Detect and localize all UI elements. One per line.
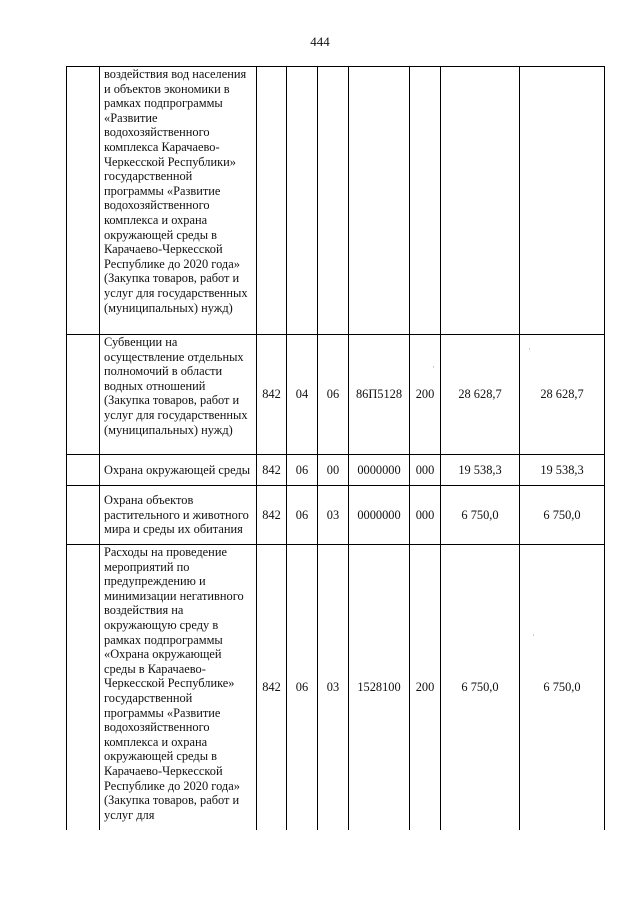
ministry-cell: 842 bbox=[257, 335, 287, 455]
table-row bbox=[67, 67, 605, 335]
subsection-cell: 00 bbox=[318, 455, 349, 486]
amount-1-cell: 6 750,0 bbox=[441, 486, 520, 545]
section-cell: 06 bbox=[287, 545, 318, 830]
expense-type-cell: 000 bbox=[410, 486, 441, 545]
ministry-cell: 842 bbox=[257, 455, 287, 486]
amount-1-cell: 19 538,3 bbox=[441, 455, 520, 486]
target-article-cell bbox=[349, 67, 410, 335]
subsection-cell: 06 bbox=[318, 335, 349, 455]
row-name-cell: воздействия вод населения и объектов экономики в рамках подпрограммы «Развитие водохозяйственного комплекса Карачаево-Черкесской Республики» государственной программы «Развитие водохозяйственного комплекса и охрана окружающей среды в Карачаево-Черкесской Республике до 2020 года» (Закупка товаров, работ и услуг для государственных (муниципальных) нужд) bbox=[100, 67, 257, 335]
ministry-cell: 842 bbox=[257, 486, 287, 545]
amount-1-cell: 28 628,7 bbox=[441, 335, 520, 455]
amount-2-cell: 28 628,7 bbox=[520, 335, 605, 455]
section-cell: 06 bbox=[287, 455, 318, 486]
amount-2-cell: 6 750,0 bbox=[520, 486, 605, 545]
table-row bbox=[67, 486, 605, 545]
ministry-cell: 842 bbox=[257, 545, 287, 830]
subsection-cell: 03 bbox=[318, 486, 349, 545]
target-article-cell: 1528100 bbox=[349, 545, 410, 830]
table-row bbox=[67, 455, 605, 486]
left-margin-cell bbox=[67, 486, 100, 545]
target-article-cell: 86П5128 bbox=[349, 335, 410, 455]
row-name-cell: Охрана объектов растительного и животного мира и среды их обитания bbox=[100, 486, 257, 545]
target-article-cell: 0000000 bbox=[349, 486, 410, 545]
left-margin-cell bbox=[67, 335, 100, 455]
subsection-cell bbox=[318, 67, 349, 335]
ministry-cell bbox=[257, 67, 287, 335]
amount-1-cell: 6 750,0 bbox=[441, 545, 520, 830]
scan-dot: · bbox=[432, 362, 435, 372]
left-margin-cell bbox=[67, 67, 100, 335]
scan-dot: · bbox=[532, 630, 535, 640]
section-cell bbox=[287, 67, 318, 335]
amount-1-cell bbox=[441, 67, 520, 335]
expense-type-cell: 200 bbox=[410, 545, 441, 830]
page-number: 444 bbox=[310, 34, 330, 49]
left-margin-cell bbox=[67, 545, 100, 830]
amount-2-cell: 6 750,0 bbox=[520, 545, 605, 830]
row-name-cell: Субвенции на осуществление отдельных полномочий в области водных отношений (Закупка товаров, работ и услуг для государственных (муниципальных) нужд) bbox=[100, 335, 257, 455]
section-cell: 06 bbox=[287, 486, 318, 545]
section-cell: 04 bbox=[287, 335, 318, 455]
target-article-cell: 0000000 bbox=[349, 455, 410, 486]
row-name-cell: Расходы на проведение мероприятий по предупреждению и минимизации негативного воздействия на окружающую среду в рамках подпрограммы «Охрана окружающей среды в Карачаево-Черкесской Республике» государственной программы «Развитие водохозяйственного комплекса и охрана окружающей среды в Карачаево-Черкесской Республике до 2020 года» (Закупка товаров, работ и услуг для bbox=[100, 545, 257, 830]
budget-table bbox=[66, 66, 605, 830]
subsection-cell: 03 bbox=[318, 545, 349, 830]
amount-2-cell: 19 538,3 bbox=[520, 455, 605, 486]
scan-dot: · bbox=[528, 344, 531, 354]
table-row bbox=[67, 545, 605, 830]
expense-type-cell: 200 bbox=[410, 335, 441, 455]
amount-2-cell bbox=[520, 67, 605, 335]
left-margin-cell bbox=[67, 455, 100, 486]
expense-type-cell: 000 bbox=[410, 455, 441, 486]
table-row bbox=[67, 335, 605, 455]
row-name-cell: Охрана окружающей среды bbox=[100, 455, 257, 486]
expense-type-cell bbox=[410, 67, 441, 335]
